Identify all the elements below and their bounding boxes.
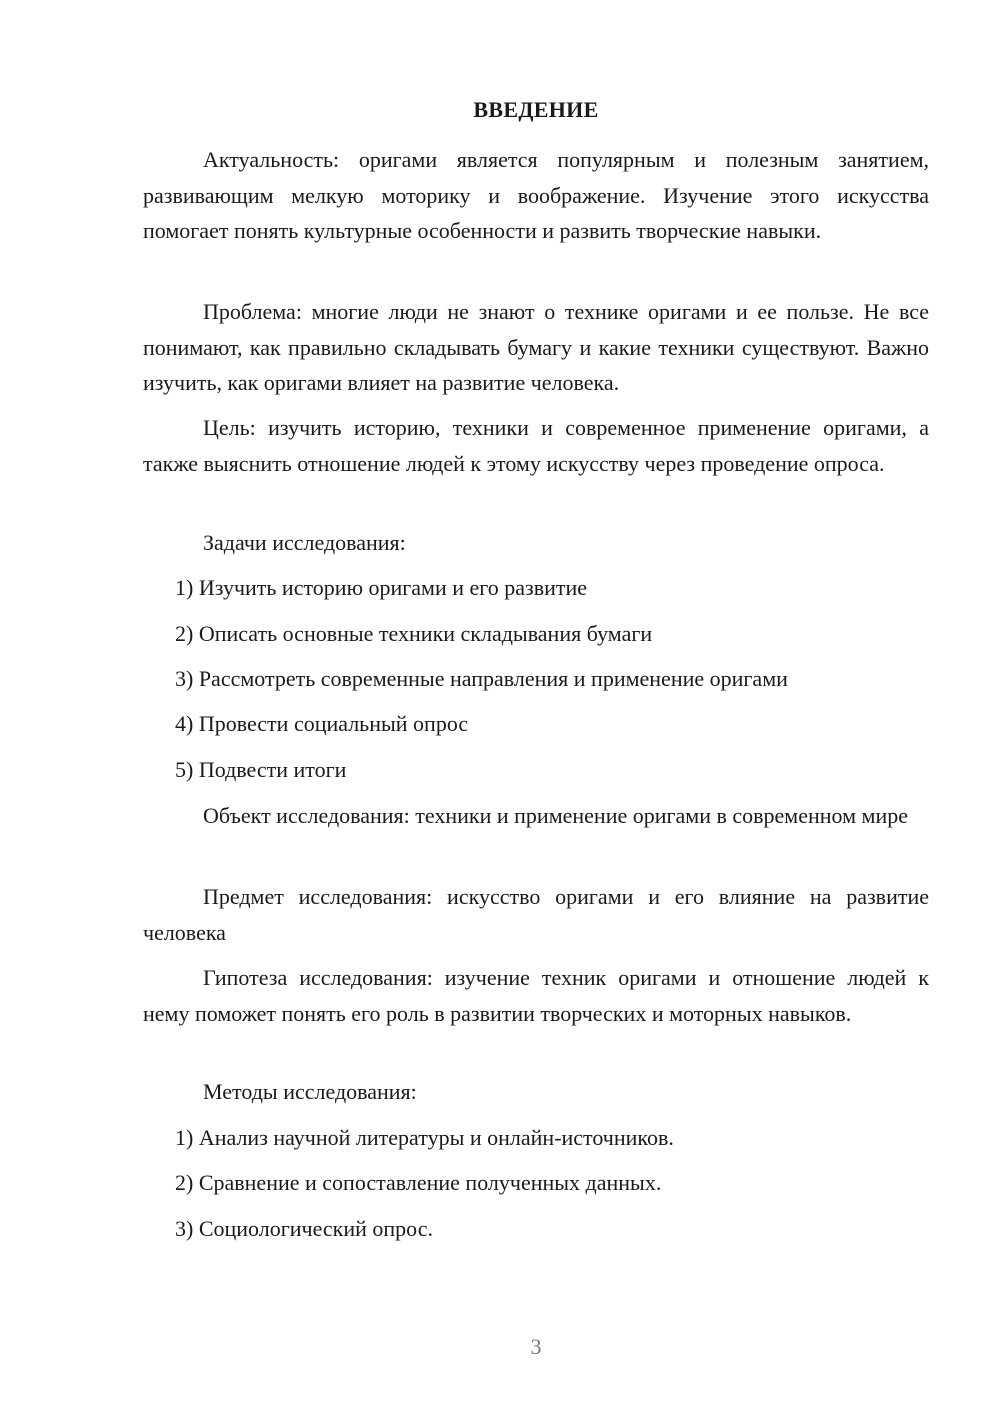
method-item: 3) Социологический опрос. — [175, 1216, 433, 1241]
method-item: 2) Сравнение и сопоставление полученных данных. — [175, 1170, 662, 1195]
task-item: 5) Подвести итоги — [175, 757, 347, 782]
document-page — [143, 0, 929, 1414]
task-item: 3) Рассмотреть современные направления и применение оригами — [175, 666, 788, 691]
task-item: 2) Описать основные техники складывания бумаги — [175, 621, 653, 646]
goal-paragraph: Цель: изучить историю, техники и современное применение оригами, а также выяснить отношение людей к этому искусству через проведение опроса. — [143, 415, 929, 476]
task-item: 4) Провести социальный опрос — [175, 711, 469, 736]
task-item: 1) Изучить историю оригами и его развитие — [175, 575, 588, 600]
tasks-label: Задачи исследования: — [203, 530, 406, 555]
object-paragraph: Объект исследования: техники и применение оригами в современном мире — [203, 803, 908, 828]
methods-label: Методы исследования: — [203, 1079, 417, 1104]
page-number: 3 — [530, 1334, 542, 1359]
subject-paragraph: Предмет исследования: искусство оригами и его влияние на развитие человека — [143, 884, 929, 945]
method-item: 1) Анализ научной литературы и онлайн-источников. — [175, 1125, 674, 1150]
relevance-paragraph: Актуальность: оригами является популярным и полезным занятием, развивающим мелкую моторику и воображение. Изучение этого искусства помогает понять культурные особенности и развить творческие навыки. — [143, 147, 929, 243]
hypothesis-paragraph: Гипотеза исследования: изучение техник оригами и отношение людей к нему поможет понять его роль в развитии творческих и моторных навыков. — [143, 965, 929, 1026]
problem-paragraph: Проблема: многие люди не знают о технике оригами и ее пользе. Не все понимают, как правильно складывать бумагу и какие техники существуют. Важно изучить, как оригами влияет на развитие человека. — [143, 299, 929, 395]
section-title: ВВЕДЕНИЕ — [473, 97, 599, 122]
